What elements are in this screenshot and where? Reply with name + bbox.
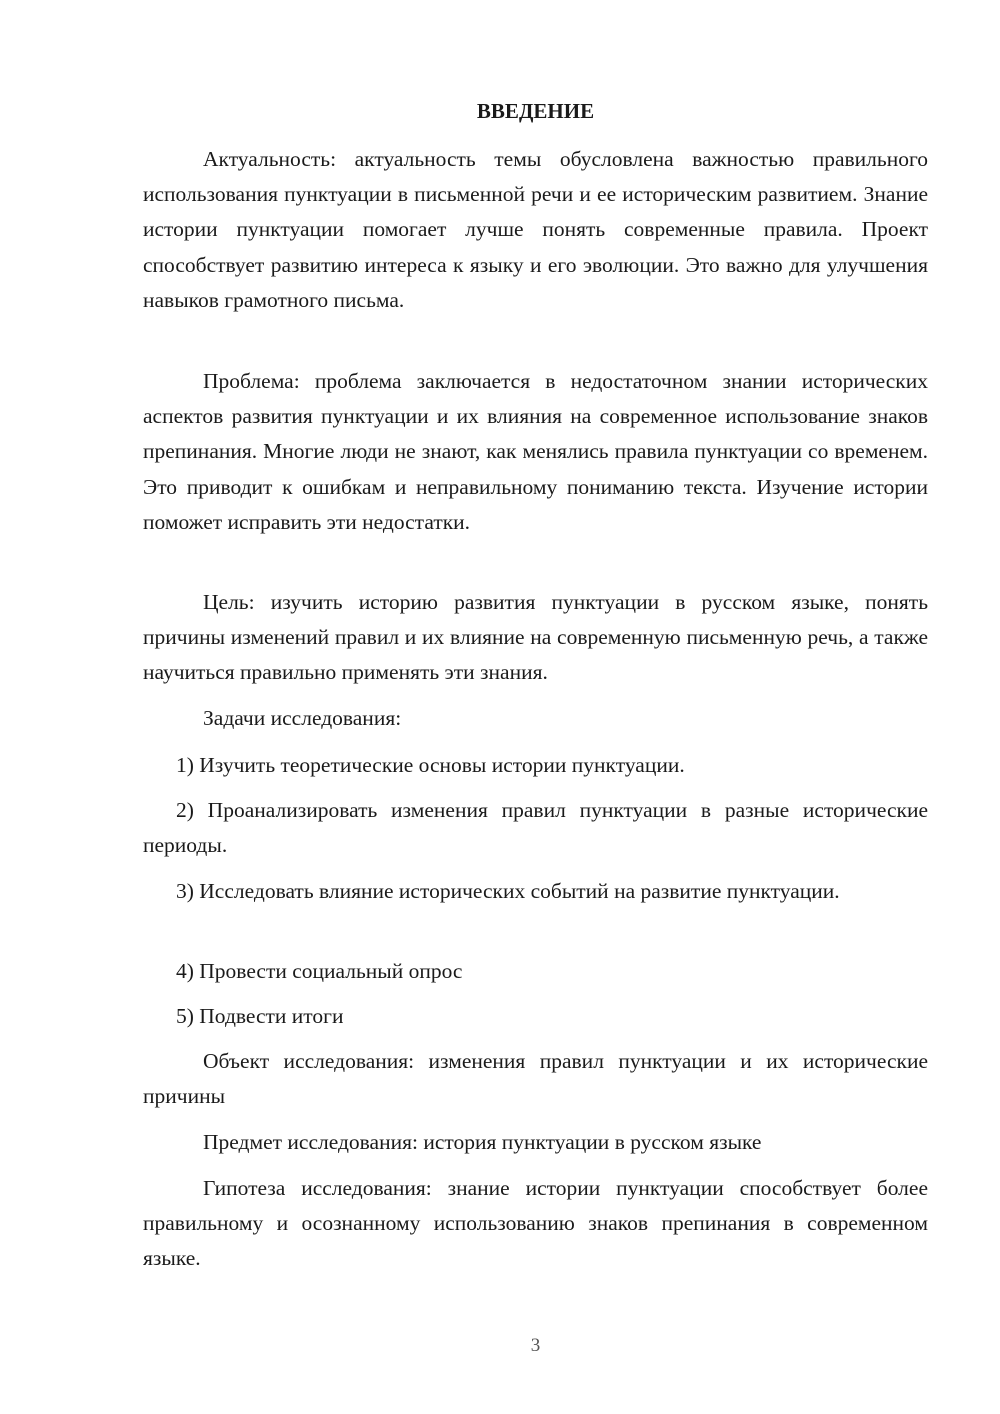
task-item-4: 4) Провести социальный опрос (176, 959, 463, 983)
task-item-2: 2) Проанализировать изменения правил пунктуации в разные исторические периоды. (143, 798, 928, 858)
task-item-1: 1) Изучить теоретические основы истории пунктуации. (176, 753, 685, 777)
task-item-5: 5) Подвести итоги (176, 1004, 344, 1028)
tasks-heading: Задачи исследования: (203, 706, 402, 730)
subject-paragraph: Предмет исследования: история пунктуации в русском языке (203, 1130, 762, 1154)
object-paragraph: Объект исследования: изменения правил пунктуации и их исторические причины (143, 1049, 928, 1109)
page-number: 3 (530, 1335, 541, 1356)
hypothesis-paragraph: Гипотеза исследования: знание истории пунктуации способствует более правильному и осознанному использованию знаков препинания в современном языке. (143, 1176, 928, 1271)
page-title: ВВЕДЕНИЕ (476, 99, 595, 123)
document-page (143, 0, 928, 1414)
goal-paragraph: Цель: изучить историю развития пунктуации в русском языке, понять причины изменений правил и их влияние на современную письменную речь, а также научиться правильно применять эти знания. (143, 590, 928, 685)
problem-paragraph: Проблема: проблема заключается в недостаточном знании исторических аспектов развития пунктуации и их влияния на современное использование знаков препинания. Многие люди не знают, как менялись правила пунктуации со временем. Это приводит к ошибкам и неправильному пониманию текста. Изучение истории поможет исправить эти недостатки. (143, 369, 928, 534)
relevance-paragraph: Актуальность: актуальность темы обусловлена важностью правильного использования пунктуации в письменной речи и ее историческим развитием. Знание истории пунктуации помогает лучше понять современные правила. Проект способствует развитию интереса к языку и его эволюции. Это важно для улучшения навыков грамотного письма. (143, 147, 928, 312)
task-item-3: 3) Исследовать влияние исторических событий на развитие пунктуации. (176, 879, 840, 903)
